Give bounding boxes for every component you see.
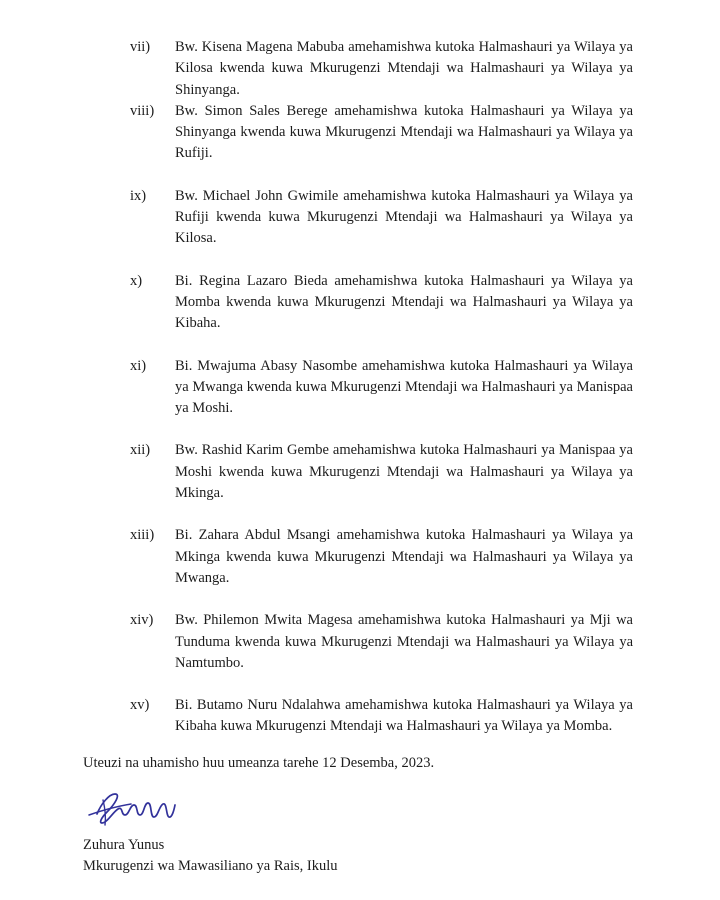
item-text: Bi. Mwajuma Abasy Nasombe amehamishwa kutoka Halmashauri ya Wilaya ya Mwanga kwenda kuwa Mkurugenzi Mtendaji wa Halmashauri ya Manispaa ya Moshi. [175,357,633,417]
item-text: Bw. Kisena Magena Mabuba amehamishwa kutoka Halmashauri ya Wilaya ya Kilosa kwenda kuwa Mkurugenzi Mtendaji wa Halmashauri ya Wilaya ya Shinyanga. [175,39,633,98]
item-text: Bi. Zahara Abdul Msangi amehamishwa kutoka Halmashauri ya Wilaya ya Mkinga kwenda kuwa Mkurugenzi Mtendaji wa Halmashauri ya Wilaya ya Mwanga. [175,527,633,586]
closing-statement: Uteuzi na uhamisho huu umeanza tarehe 12 Desemba, 2023. [83,754,435,771]
item-text: Bi. Butamo Nuru Ndalahwa amehamishwa kutoka Halmashauri ya Wilaya ya Kibaha kuwa Mkurugenzi Mtendaji wa Halmashauri ya Wilaya ya Momba. [175,697,633,735]
signatory-name: Zuhura Yunus [83,837,165,854]
signature-image [87,790,633,830]
item-number: xiii) [130,527,155,544]
signatory-title: Mkurugenzi wa Mawasiliano ya Rais, Ikulu [83,858,338,875]
item-number: xv) [130,697,150,714]
item-number: ix) [130,187,147,204]
list-item [130,356,633,420]
item-number: viii) [130,102,155,119]
item-text: Bw. Philemon Mwita Magesa amehamishwa kutoka Halmashauri ya Mji wa Tunduma kwenda kuwa Mkurugenzi Mtendaji wa Halmashauri ya Wilaya ya Namtumbo. [175,612,633,671]
list-item [130,101,633,165]
item-number: x) [130,272,143,289]
list-item [130,525,633,589]
transfer-list [130,37,633,738]
list-item [130,37,633,101]
list-item [130,440,633,504]
item-text: Bw. Rashid Karim Gembe amehamishwa kutoka Halmashauri ya Manispaa ya Moshi kwenda kuwa Mkurugenzi Mtendaji wa Halmashauri ya Wilaya ya Mkinga. [175,442,633,502]
list-item [130,695,633,738]
item-text: Bw. Simon Sales Berege amehamishwa kutoka Halmashauri ya Wilaya ya Shinyanga kwenda kuwa Mkurugenzi Mtendaji wa Halmashauri ya Wilaya ya Rufiji. [175,102,633,162]
handwritten-signature-icon [87,790,179,830]
list-item [130,271,633,335]
list-item [130,610,633,674]
item-number: xiv) [130,612,154,629]
item-number: xi) [130,357,147,374]
item-text: Bw. Michael John Gwimile amehamishwa kutoka Halmashauri ya Wilaya ya Rufiji kwenda kuwa Mkurugenzi Mtendaji wa Halmashauri ya Wilaya ya Kilosa. [175,187,633,247]
list-item [130,186,633,250]
item-number: xii) [130,442,151,459]
item-number: vii) [130,39,151,55]
item-text: Bi. Regina Lazaro Bieda amehamishwa kutoka Halmashauri ya Wilaya ya Momba kwenda kuwa Mkurugenzi Mtendaji wa Halmashauri ya Wilaya ya Kibaha. [175,272,633,332]
